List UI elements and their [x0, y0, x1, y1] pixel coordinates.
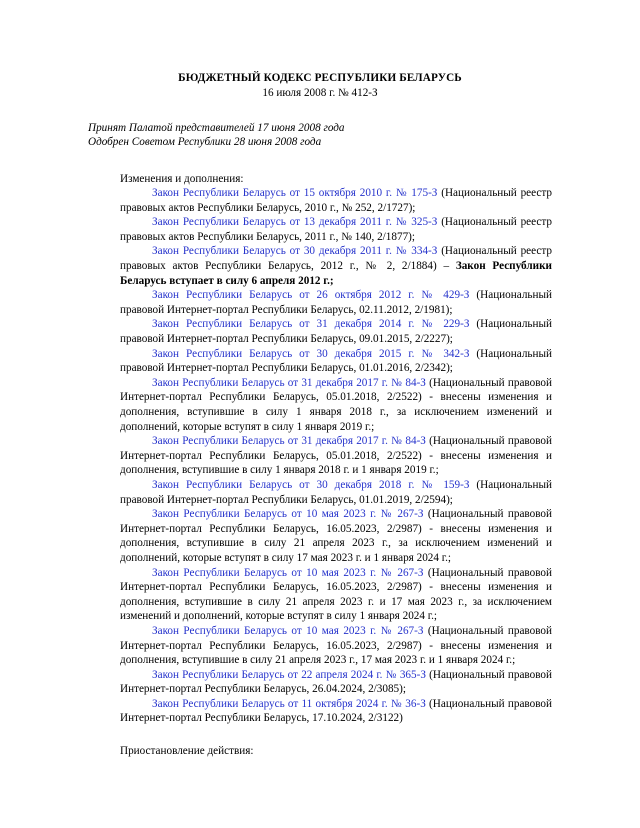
- adoption-line-council: Одобрен Советом Республики 28 июня 2008 года: [88, 136, 322, 148]
- amendment-law-link[interactable]: Закон Республики Беларусь от 22 апреля 2024 г. № 365-З: [152, 668, 426, 681]
- amendment-source-text: (Национальный правовой Интернет-портал Республики Беларусь, 17.10.2024, 2/3122): [120, 697, 552, 725]
- amendment-law-link[interactable]: Закон Республики Беларусь от 31 декабря 2017 г. № 84-З: [152, 435, 426, 448]
- amendment-source-text: (Национальный реестр правовых актов Республики Беларусь, 2012 г., № 2, 2/1884) –: [120, 245, 552, 273]
- amendment-source-text: (Национальный правовой Интернет-портал Республики Беларусь, 09.01.2015, 2/2227);: [120, 318, 552, 346]
- amendment-effective-note: Закон Республики Беларусь вступает в силу 6 апреля 2012 г.;: [120, 260, 552, 287]
- amendment-law-link[interactable]: Закон Республики Беларусь от 30 декабря 2018 г. № 159-З: [152, 478, 470, 491]
- amendment-source-text: (Национальный правовой Интернет-портал Республики Беларусь, 05.01.2018, 2/2522) - внесены изменения и дополнения, вступившие в силу 1 января 2018 г. и 1 января 2019 г.;: [120, 435, 552, 477]
- amendment-law-link[interactable]: Закон Республики Беларусь от 30 декабря 2011 г. № 334-З: [152, 245, 438, 258]
- amendment-source-text: (Национальный правовой Интернет-портал Республики Беларусь, 01.01.2019, 2/2594);: [120, 478, 552, 506]
- amendment-source-text: (Национальный правовой Интернет-портал Республики Беларусь, 16.05.2023, 2/2987) - внесены изменения и дополнения, вступившие в силу 21 апреля 2023 г., 17 мая 2023 г. и 1 января 2024 г.;: [120, 624, 552, 667]
- adoption-block: [88, 121, 552, 150]
- amendment-entry: [120, 186, 552, 215]
- amendment-entry: [120, 478, 552, 507]
- amendment-source-text: (Национальный правовой Интернет-портал Республики Беларусь, 16.05.2023, 2/2987) - внесены изменения и дополнения, вступившие в силу 21 апреля 2023 г. и 17 мая 2023 г., за исключением изменений и дополнений, которые вступят в силу 1 января 2024 г.;: [120, 566, 552, 623]
- amendment-entry: [120, 288, 552, 317]
- amendment-law-link[interactable]: Закон Республики Беларусь от 31 декабря 2014 г. № 229-З: [152, 318, 470, 331]
- amendments-list: [88, 186, 552, 726]
- amendment-entry: [120, 507, 552, 565]
- amendment-entry: [120, 347, 552, 376]
- amendment-entry: [120, 697, 552, 726]
- amendment-law-link[interactable]: Закон Республики Беларусь от 11 октября 2024 г. № 36-З: [152, 697, 426, 710]
- amendment-entry: [120, 668, 552, 697]
- amendment-entry: [120, 376, 552, 434]
- document-subtitle: 16 июля 2008 г. № 412-З: [262, 86, 378, 99]
- adoption-line-chamber: Принят Палатой представителей 17 июня 2008 года: [88, 121, 345, 134]
- amendment-law-link[interactable]: Закон Республики Беларусь от 10 мая 2023 г. № 267-З: [152, 566, 424, 579]
- amendment-law-link[interactable]: Закон Республики Беларусь от 10 мая 2023 г. № 267-З: [152, 624, 424, 637]
- amendment-source-text: (Национальный правовой Интернет-портал Республики Беларусь, 01.01.2016, 2/2342);: [120, 347, 552, 375]
- amendment-law-link[interactable]: Закон Республики Беларусь от 10 мая 2023 г. № 267-З: [152, 508, 424, 521]
- amendment-entry: [120, 566, 552, 624]
- amendment-source-text: (Национальный правовой Интернет-портал Республики Беларусь, 26.04.2024, 2/3085);: [120, 668, 552, 696]
- amendment-source-text: (Национальный реестр правовых актов Республики Беларусь, 2011 г., № 140, 2/1877);: [120, 216, 552, 243]
- amendment-law-link[interactable]: Закон Республики Беларусь от 13 декабря 2011 г. № 325-З: [152, 216, 438, 229]
- amendment-law-link[interactable]: Закон Республики Беларусь от 30 декабря 2015 г. № 342-З: [152, 347, 470, 360]
- amendment-law-link[interactable]: Закон Республики Беларусь от 15 октября 2010 г. № 175-З: [152, 187, 438, 200]
- amendment-entry: [120, 434, 552, 478]
- amendment-entry: [120, 624, 552, 668]
- document-title: БЮДЖЕТНЫЙ КОДЕКС РЕСПУБЛИКИ БЕЛАРУСЬ: [178, 72, 462, 84]
- amendment-law-link[interactable]: Закон Республики Беларусь от 26 октября 2012 г. № 429-З: [152, 289, 470, 302]
- amendment-entry: [120, 317, 552, 346]
- amendment-source-text: (Национальный правовой Интернет-портал Республики Беларусь, 05.01.2018, 2/2522) - внесены изменения и дополнения, вступившие в силу 1 января 2018 г., за исключением изменений и дополнений, которые вступят в силу 1 января 2019 г.;: [120, 376, 552, 433]
- amendment-source-text: (Национальный правовой Интернет-портал Республики Беларусь, 16.05.2023, 2/2987) - внесены изменения и дополнения, вступившие в силу 21 апреля 2023 г., за исключением изменений и дополнений, которые вступят в силу 17 мая 2023 г. и 1 января 2024 г.;: [120, 508, 552, 564]
- amendments-heading: Изменения и дополнения:: [120, 172, 244, 185]
- amendment-entry: [120, 215, 552, 244]
- amendment-entry: [120, 244, 552, 288]
- amendment-source-text: (Национальный реестр правовых актов Республики Беларусь, 2010 г., № 252, 2/1727);: [120, 187, 552, 214]
- amendment-source-text: (Национальный правовой Интернет-портал Республики Беларусь, 02.11.2012, 2/1981);: [120, 289, 552, 316]
- suspension-heading: Приостановление действия:: [120, 745, 254, 758]
- amendment-law-link[interactable]: Закон Республики Беларусь от 31 декабря 2017 г. № 84-З: [152, 376, 426, 389]
